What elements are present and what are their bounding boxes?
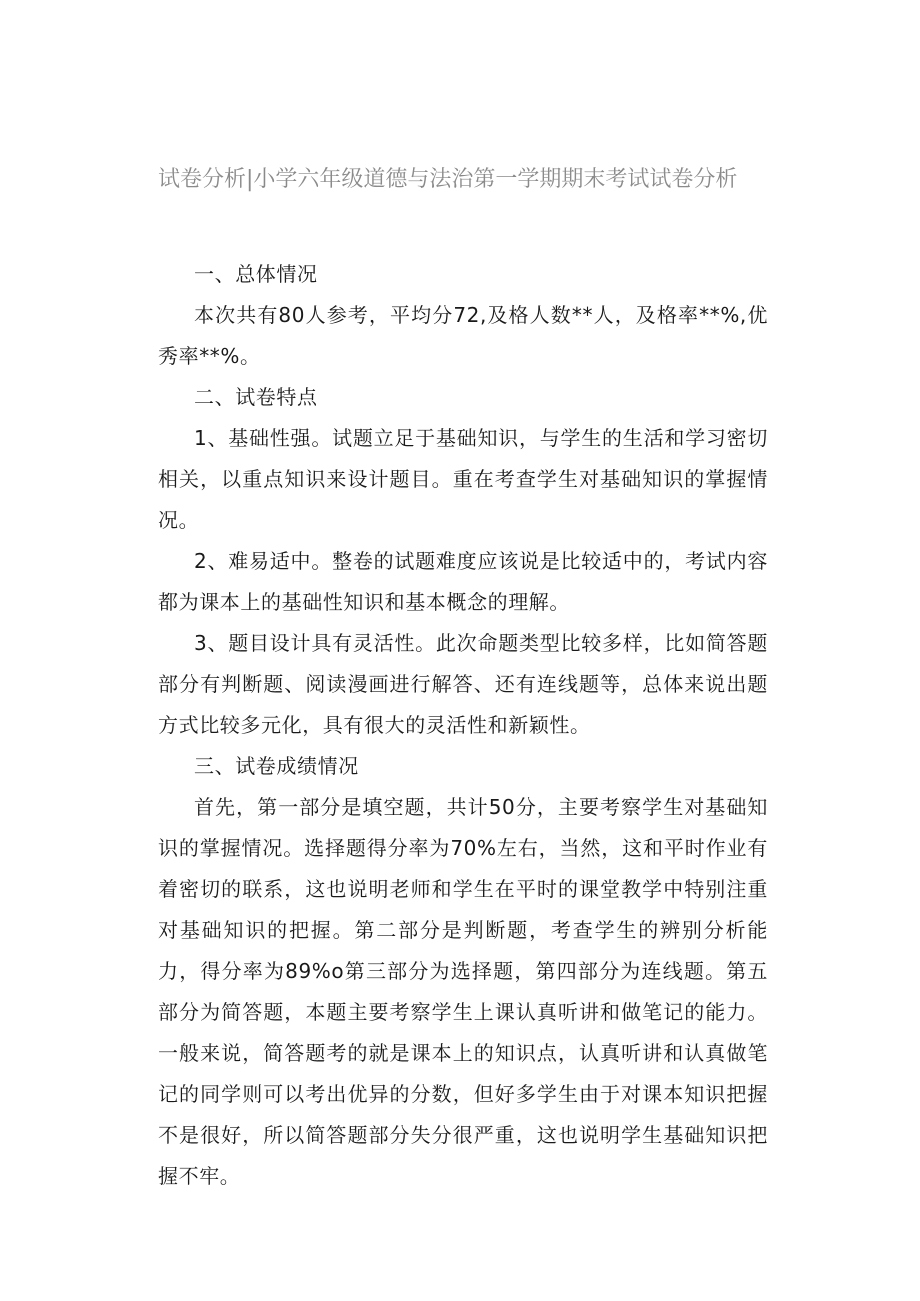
section-heading-features: 二、试卷特点: [194, 385, 318, 409]
paragraph-feature-difficulty: 2、难易适中。整卷的试题难度应该说是比较适中的，考试内容都为课本上的基础性知识和基本概念的理解。: [158, 549, 768, 614]
paragraph-feature-basic: 1、基础性强。试题立足于基础知识，与学生的生活和学习密切相关，以重点知识来设计题目。重在考查学生对基础知识的掌握情况。: [158, 426, 768, 532]
section-heading-results: 三、试卷成绩情况: [194, 754, 359, 778]
paragraph-feature-flexibility: 3、题目设计具有灵活性。此次命题类型比较多样，比如简答题部分有判断题、阅读漫画进行解答、还有连线题等，总体来说出题方式比较多元化，具有很大的灵活性和新颖性。: [158, 631, 768, 737]
paragraph-results-detail: 首先，第一部分是填空题，共计50分，主要考察学生对基础知识的掌握情况。选择题得分率为70%左右，当然，这和平时作业有着密切的联系，这也说明老师和学生在平时的课堂教学中特别注重对基础知识的把握。第二部分是判断题，考查学生的辨别分析能力，得分率为89%o第三部分为选择题，第四部分为连线题。第五部分为简答题，本题主要考察学生上课认真听讲和做笔记的能力。一般来说，简答题考的就是课本上的知识点，认真听讲和认真做笔记的同学则可以考出优异的分数，但好多学生由于对课本知识把握不是很好，所以简答题部分失分很严重，这也说明学生基础知识把握不牢。: [158, 795, 768, 1188]
paragraph-overall-stats: 本次共有80人参考，平均分72,及格人数**人，及格率**%,优秀率**%。: [158, 303, 768, 368]
section-heading-overall: 一、总体情况: [194, 262, 318, 286]
document-body: [158, 254, 768, 1197]
document-title: 试卷分析|小学六年级道德与法治第一学期期末考试试卷分析: [158, 167, 738, 192]
